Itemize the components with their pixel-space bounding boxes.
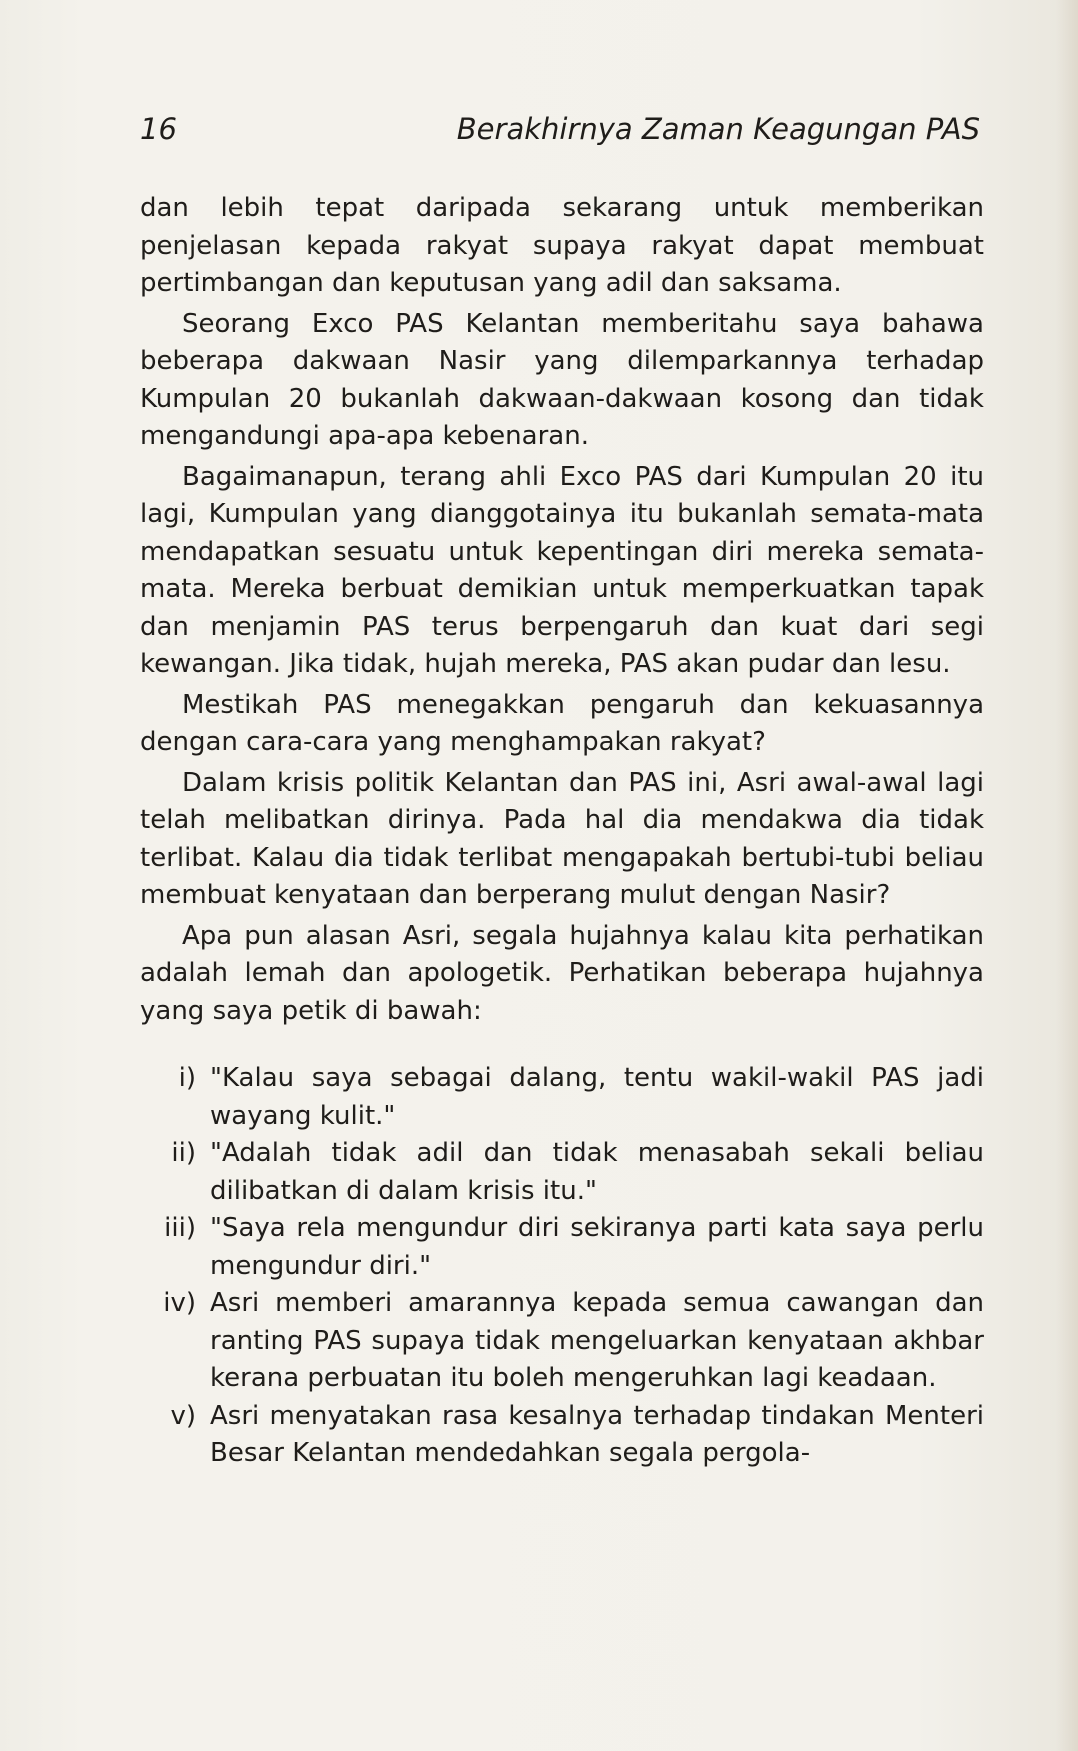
quote-list (140, 1060, 984, 1473)
list-item (140, 1210, 984, 1285)
list-marker: v) (170, 1400, 196, 1431)
paragraph: Seorang Exco PAS Kelantan memberitahu saya bahawa beberapa dakwaan Nasir yang dilemparkannya terhadap Kumpulan 20 bukanlah dakwaan-dakwaan kosong dan tidak mengandungi apa-apa kebenaran. (140, 308, 984, 451)
list-item (140, 1060, 984, 1135)
list-item (140, 1285, 984, 1398)
paragraph: Apa pun alasan Asri, segala hujahnya kalau kita perhatikan adalah lemah dan apologetik. Perhatikan beberapa hujahnya yang saya petik di bawah: (140, 920, 984, 1026)
paragraph: Dalam krisis politik Kelantan dan PAS ini, Asri awal-awal lagi telah melibatkan dirinya. Pada hal dia mendakwa dia tidak terlibat. Kalau dia tidak terlibat mengapakah bertubi-tubi beliau membuat kenyataan dan berperang mulut dengan Nasir? (140, 767, 984, 910)
body-text (140, 190, 984, 1473)
running-title: Berakhirnya Zaman Keagungan PAS (456, 112, 980, 146)
list-item-text: Asri menyatakan rasa kesalnya terhadap tindakan Menteri Besar Kelantan mendedahkan segala pergola- (210, 1400, 984, 1468)
list-item-text: "Kalau saya sebagai dalang, tentu wakil-wakil PAS jadi wayang kulit." (210, 1063, 984, 1131)
list-item-text: Asri memberi amarannya kepada semua cawangan dan ranting PAS supaya tidak mengeluarkan kenyataan akhbar kerana perbuatan itu boleh mengeruhkan lagi keadaan. (210, 1288, 984, 1393)
list-marker: iii) (164, 1213, 196, 1243)
list-marker: iv) (163, 1288, 196, 1318)
paragraph: Mestikah PAS menegakkan pengaruh dan kekuasannya dengan cara-cara yang menghampakan rakyat? (140, 689, 984, 757)
page-edge-shadow (1056, 0, 1078, 1751)
list-item (140, 1135, 984, 1210)
paragraph: Bagaimanapun, terang ahli Exco PAS dari Kumpulan 20 itu lagi, Kumpulan yang dianggotainya itu bukanlah semata-mata mendapatkan sesuatu untuk kepentingan diri mereka semata-mata. Mereka berbuat demikian untuk memperkuatkan tapak dan menjamin PAS terus berpengaruh dan kuat dari segi kewangan. Jika tidak, hujah mereka, PAS akan pudar dan lesu. (140, 461, 984, 679)
list-marker: ii) (171, 1138, 196, 1168)
page-header (140, 112, 980, 152)
page-number: 16 (140, 112, 177, 146)
list-item-text: "Adalah tidak adil dan tidak menasabah sekali beliau dilibatkan di dalam krisis itu." (210, 1138, 984, 1206)
list-item (140, 1398, 984, 1473)
list-marker: i) (178, 1063, 196, 1093)
list-item-text: "Saya rela mengundur diri sekiranya parti kata saya perlu mengundur diri." (210, 1213, 984, 1281)
paragraph: dan lebih tepat daripada sekarang untuk memberikan penjelasan kepada rakyat supaya rakyat dapat membuat pertimbangan dan keputusan yang adil dan saksama. (140, 193, 984, 298)
